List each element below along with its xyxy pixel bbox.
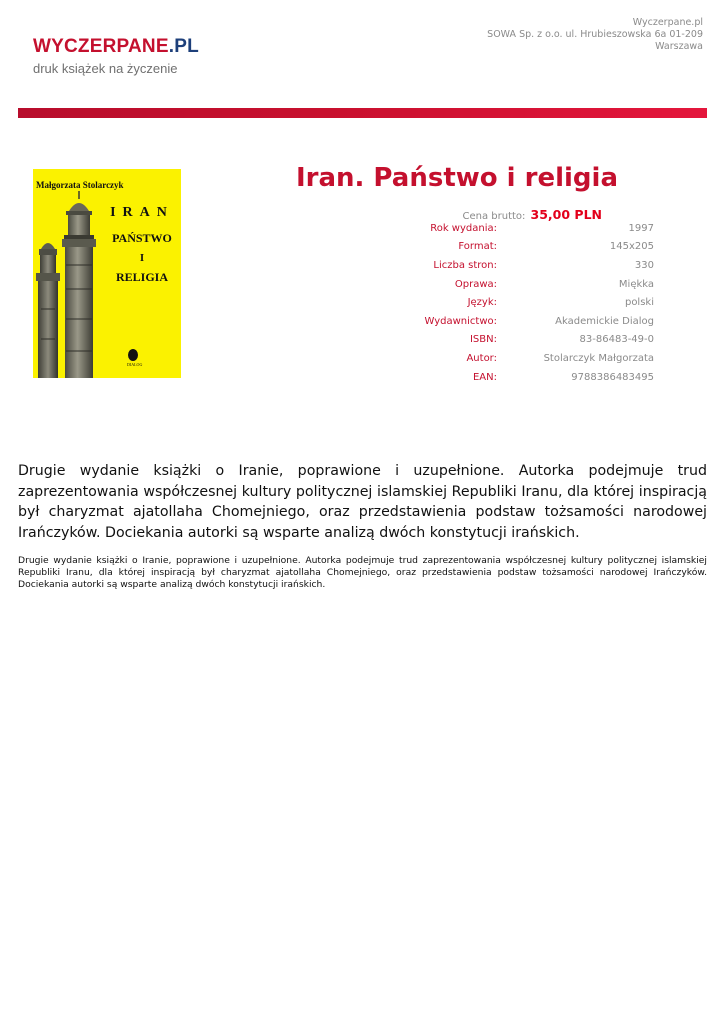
detail-row-language [380,293,654,312]
book-cover-image [33,169,181,378]
detail-row-ean [380,368,654,387]
price-value: 35,00 PLN [530,207,602,222]
detail-row-author [380,349,654,368]
detail-row-format [380,238,654,257]
detail-row-binding [380,275,654,294]
detail-label: Liczba stron: [433,259,497,271]
cover-title-line: PAŃSTWO [112,231,172,245]
detail-value: 1997 [628,222,654,234]
description-short: Drugie wydanie książki o Iranie, poprawione i uzupełnione. Autorka podejmuje trud zaprezentowania współczesnej kultury politycznej islamskiej Republiki Iranu, dla której inspiracją był charyzmat ajatollaha Chomejniego, oraz przedstawienia podstaw tożsamości narodowej Irańczyków. Dociekania autorki są wsparte analizą dwóch konstytucji irańskich. [18,555,707,591]
detail-label: Oprawa: [454,278,497,290]
detail-row-year [380,219,654,238]
cover-author: Małgorzata Stolarczyk [36,180,124,190]
company-info [487,17,703,53]
company-city: Warszawa [655,41,703,52]
detail-label: Autor: [466,352,497,364]
company-address: SOWA Sp. z o.o. ul. Hrubieszowska 6a 01-209 [487,29,703,40]
publisher-logo [127,349,143,367]
header-divider-bar [18,108,707,118]
logo-name: WYCZERPANE [33,36,169,57]
detail-label: EAN: [472,371,497,383]
book-title: Iran. Państwo i religia [295,163,618,193]
detail-value: Miękka [618,278,654,290]
detail-label: Format: [458,241,497,253]
cover-title-line: RELIGIA [115,270,168,284]
publisher-mark-label: DIALOG [127,362,143,367]
detail-label: ISBN: [469,334,497,346]
detail-label: Rok wydania: [430,222,497,234]
logo-tagline: druk książek na życzenie [33,61,178,76]
detail-value: 9788386483495 [571,371,654,383]
company-name: Wyczerpane.pl [632,17,703,28]
cover-title [103,205,181,285]
logo[interactable] [33,36,199,76]
detail-row-pages [380,256,654,275]
logo-domain-suffix: .PL [168,36,199,57]
cover-title-line: I [139,252,145,264]
cover-title-line: IRAN [110,205,174,220]
detail-label: Język: [467,297,497,309]
logo-wordmark [33,36,199,58]
detail-value: Akademickie Dialog [555,315,654,327]
price-label: Cena brutto: [462,211,526,222]
detail-value: Stolarczyk Małgorzata [543,352,654,364]
detail-value: 83-86483-49-0 [579,334,654,346]
detail-row-isbn [380,331,654,350]
detail-label: Wydawnictwo: [424,315,497,327]
detail-row-publisher [380,312,654,331]
detail-value: polski [624,297,654,309]
description-long: Drugie wydanie książki o Iranie, poprawione i uzupełnione. Autorka podejmuje trud zaprezentowania współczesnej kultury politycznej islamskiej Republiki Iranu, dla której inspiracją był charyzmat ajatollaha Chomejniego, oraz przedstawienia podstaw tożsamości narodowej Irańczyków. Dociekania autorki są wsparte analizą dwóch konstytucji irańskich. [18,463,707,541]
book-details-table [380,219,654,386]
detail-value: 330 [634,259,654,271]
detail-value: 145x205 [609,241,654,253]
publisher-mark-icon [128,349,138,361]
